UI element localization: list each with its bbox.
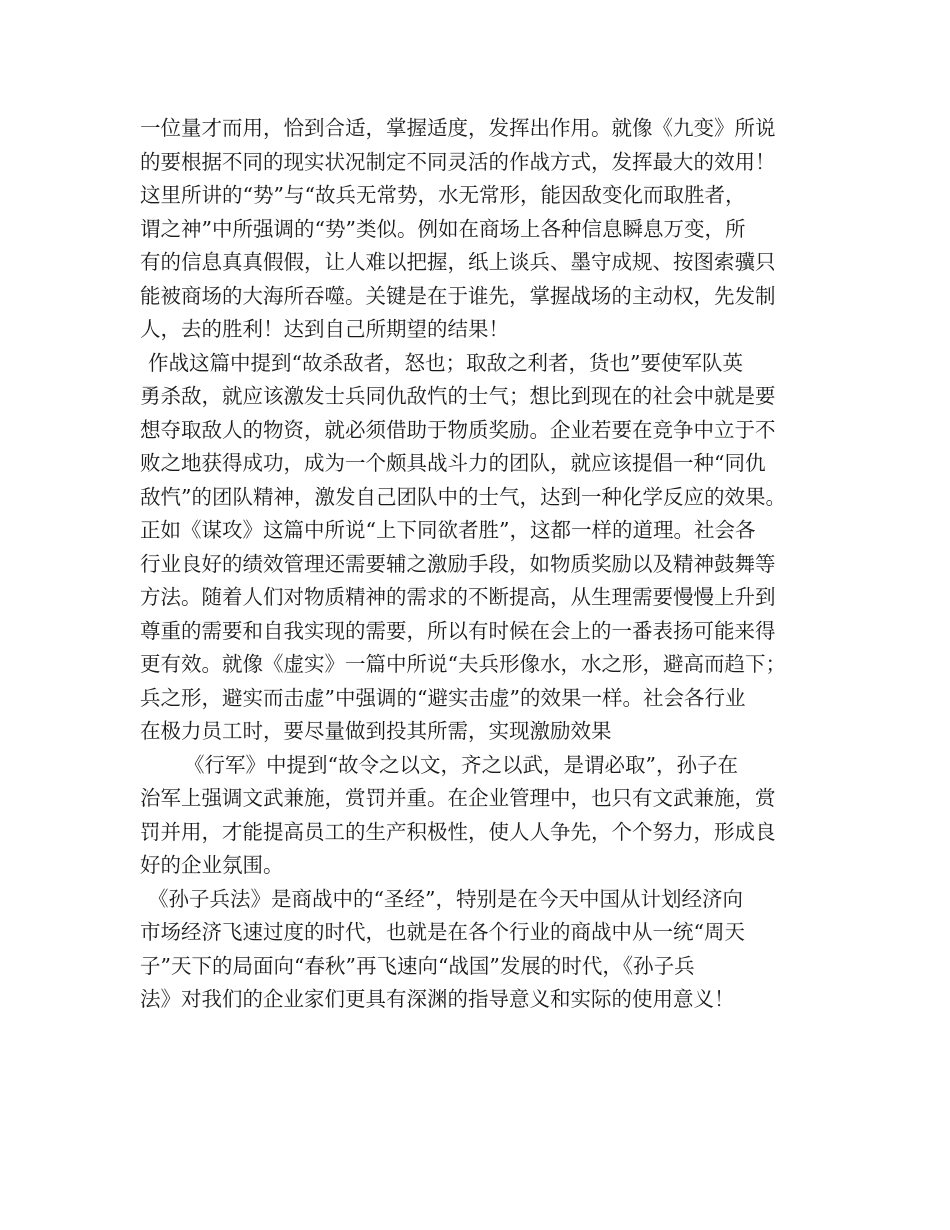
text-line: 罚并用，才能提高员工的生产积极性，使人人争先，个个努力，形成良	[140, 819, 776, 844]
text-line: 败之地获得成功，成为一个颇具战斗力的团队，就应该提倡一种“同仇	[140, 451, 766, 475]
paragraph	[140, 112, 820, 179]
text-line: 谓之神”中所强调的“势”类似。例如在商场上各种信息瞬息万变，所	[140, 216, 746, 241]
paragraph	[140, 347, 820, 749]
paragraph	[140, 179, 820, 347]
text-line: 法》对我们的企业家们更具有深渊的指导意义和实际的使用意义！	[140, 987, 735, 1011]
text-line: 在极力员工时，要尽量做到投其所需，实现激励效果	[140, 719, 612, 743]
text-line: 想夺取敌人的物资，就必须借助于物质奖励。企业若要在竞争中立于不	[140, 417, 776, 442]
text-line: 能被商场的大海所吞噬。关键是在于谁先，掌握战场的主动权，先发制	[140, 283, 776, 308]
text-line: 兵之形，避实而击虚”中强调的“避实击虚”的效果一样。社会各行业	[140, 685, 746, 710]
text-line: 《行军》中提到“故令之以文，齐之以武，是谓必取”，孙子在	[184, 752, 738, 777]
text-line: 有的信息真真假假，让人难以把握，纸上谈兵、墨守成规、按图索骥只	[140, 250, 776, 274]
text-line: 尊重的需要和自我实现的需要，所以有时候在会上的一番表扬可能来得	[140, 618, 776, 643]
text-line: 好的企业氛围。	[140, 853, 284, 877]
text-line: 一位量才而用，恰到合适，掌握适度，发挥出作用。就像《九变》所说	[140, 116, 776, 140]
text-line: 市场经济飞速过度的时代，也就是在各个行业的商战中从一统“周天	[140, 920, 745, 944]
document-body	[140, 112, 820, 1017]
text-line: 的要根据不同的现实状况制定不同灵活的作战方式，发挥最大的效用！	[140, 149, 776, 174]
text-line: 正如《谋攻》这篇中所说“上下同欲者胜”，这都一样的道理。社会各	[140, 518, 756, 542]
text-line: 勇杀敌，就应该激发士兵同仇敌忾的士气；想比到现在的社会中就是要	[140, 384, 776, 408]
text-line: 《孙子兵法》是商战中的“圣经”，特别是在今天中国从计划经济向	[148, 886, 743, 911]
text-line: 子”天下的局面向“春秋”再飞速向“战国”发展的时代，《孙子兵	[140, 953, 695, 978]
text-line: 人，去的胜利！达到自己所期望的结果！	[140, 317, 509, 341]
text-line: 治军上强调文武兼施，赏罚并重。在企业管理中，也只有文武兼施，赏	[140, 786, 776, 810]
paragraph	[140, 883, 820, 1017]
text-line: 敌忾”的团队精神，激发自己团队中的士气，达到一种化学反应的效果。	[140, 484, 786, 509]
paragraph	[140, 749, 820, 883]
text-line: 方法。随着人们对物质精神的需求的不断提高，从生理需要慢慢上升到	[140, 585, 776, 609]
text-line: 这里所讲的“势”与“故兵无常势，水无常形，能因敌变化而取胜者，	[140, 183, 746, 207]
text-line: 作战这篇中提到“故杀敌者，怒也；取敌之利者，货也”要使军队英	[148, 350, 743, 375]
text-line: 行业良好的绩效管理还需要辅之激励手段，如物质奖励以及精神鼓舞等	[140, 551, 776, 576]
text-line: 更有效。就像《虚实》一篇中所说“夫兵形像水，水之形，避高而趋下；	[140, 652, 786, 676]
